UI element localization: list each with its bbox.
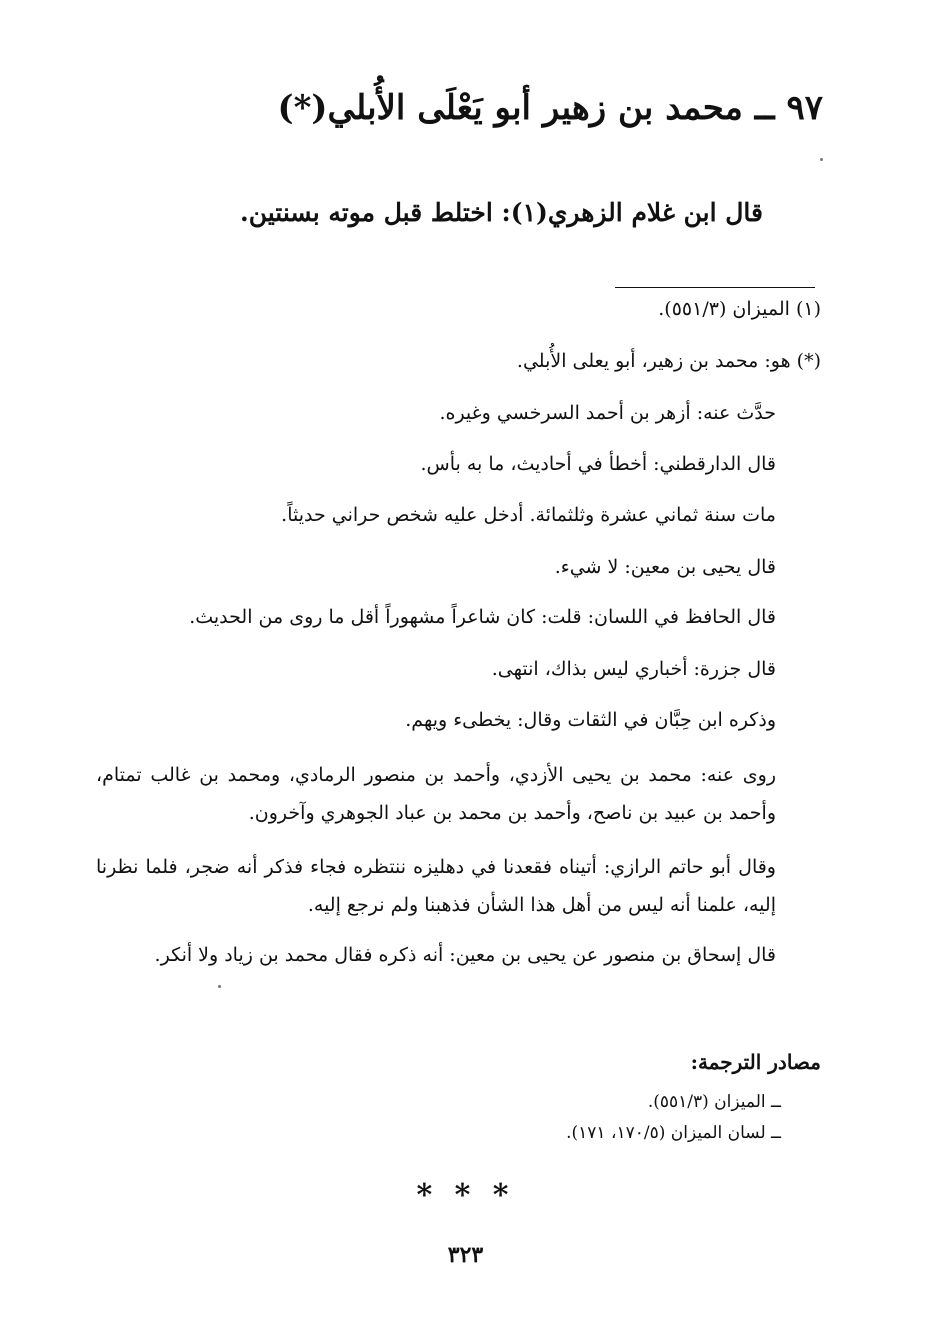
entry-title: ٩٧ ــ محمد بن زهير أبو يَعْلَى الأُبلي(*) — [277, 88, 823, 128]
footnote-line: حدَّث عنه: أزهر بن أحمد السرخسي وغيره. — [439, 402, 776, 424]
footnote-separator-rule — [615, 287, 815, 288]
footnote-line: مات سنة ثماني عشرة وثلثمائة. أدخل عليه شخص حراني حديثاً. — [281, 504, 776, 526]
footnote-line: قال الدارقطني: أخطأ في أحاديث، ما به بأس. — [420, 453, 776, 475]
section-separator: * * * — [416, 1178, 515, 1213]
footnote-paragraph: وقال أبو حاتم الرازي: أتيناه فقعدنا في دهليزه ننتظره فجاء فذكر أنه ضجر، فلما نظرنا إليه، علمنا أنه ليس من أهل هذا الشأن فذهبنا ولم نرجع إليه. — [96, 856, 776, 916]
scan-speck — [820, 158, 823, 161]
footnote-star: (*) هو: محمد بن زهير، أبو يعلى الأُبلي. — [516, 350, 821, 372]
scan-speck — [218, 985, 221, 988]
footnote-paragraph: روى عنه: محمد بن يحيى الأزدي، وأحمد بن منصور الرمادي، ومحمد بن غالب تمتام، وأحمد بن عبيد بن ناصح، وأحمد بن محمد بن عباد الجوهري وآخرون. — [96, 764, 776, 824]
sources-heading: مصادر الترجمة: — [690, 1050, 821, 1074]
footnote-line: وذكره ابن حِبَّان في الثقات وقال: يخطىء ويهم. — [405, 709, 776, 731]
footnote-paragraph: قال إسحاق بن منصور عن يحيى بن معين: أنه ذكره فقال محمد بن زياد ولا أنكر. — [154, 944, 776, 966]
footnote-line: قال جزرة: أخباري ليس بذاك، انتهى. — [491, 658, 776, 680]
footnote-line: قال الحافظ في اللسان: قلت: كان شاعراً مشهوراً أقل ما روى من الحديث. — [189, 606, 776, 628]
page-number: ٣٢٣ — [447, 1242, 484, 1268]
source-item: ــ لسان الميزان (١٧٠/٥، ١٧١). — [566, 1123, 781, 1143]
footnote-line: قال يحيى بن معين: لا شيء. — [554, 556, 776, 578]
entry-text: قال ابن غلام الزهري(١): اختلط قبل موته بسنتين. — [240, 198, 763, 227]
footnote-1: (١) الميزان (٥٥١/٣). — [658, 298, 821, 320]
source-item: ــ الميزان (٥٥١/٣). — [647, 1092, 781, 1112]
